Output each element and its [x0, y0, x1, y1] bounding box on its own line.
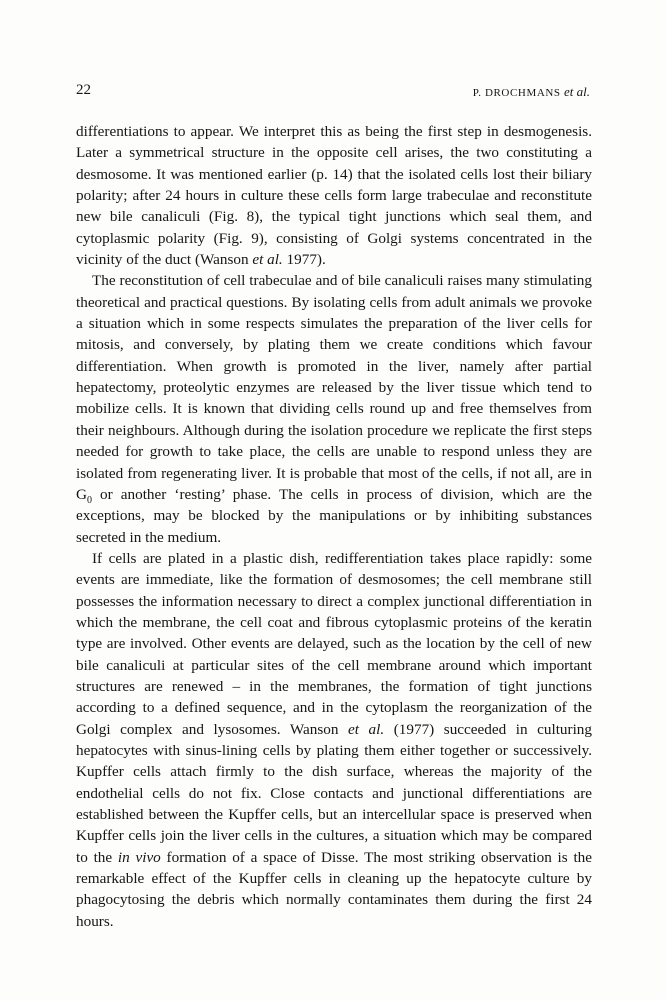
italic-text: in vivo [117, 848, 161, 866]
text-segment: The reconstitution of cell trabeculae and of bile canaliculi raises many stimulating theoretical and practical questions. By isolating cells from adult animals we provoke a situation which in some respects simulates the preparation of the liver cells for mitosis, and conversely, by plating them we create conditions which favour differentiation. When growth is promoted in the liver, namely after partial hepatectomy, proteolytic enzymes are released by the liver tissue which tend to mobilize cells. It is known that dividing cells round up and free themselves from their neighbours. Although during the isolation procedure we replicate the first steps needed for growth to take place, the cells are unable to respond unless they are isolated from regenerating liver. It is probable that most of the cells, if not all, are in G [76, 272, 592, 503]
paragraph-1 [76, 121, 592, 270]
running-head-et-al: et al. [564, 84, 590, 99]
text-segment: differentiations to appear. We interpret this as being the first step in desmogenesis. Later a symmetrical structure in the opposite cell arises, the two constituting a desmosome. It was mentioned earlier (p. 14) that the isolated cells lost their biliary polarity; after 24 hours in culture these cells form large trabeculae and reconstitute new bile canaliculi (Fig. 8), the typical tight junctions which seal them, and cytoplasmic polarity (Fig. 9), consisting of Golgi systems concentrated in the vicinity of the duct (Wanson [76, 123, 592, 269]
italic-text: et al. [252, 251, 283, 269]
running-head-author: P. DROCHMANS [472, 87, 561, 99]
paragraph-2 [76, 270, 592, 547]
page-number: 22 [76, 82, 91, 98]
italic-text: et al. [348, 720, 385, 738]
paragraph-3 [76, 548, 592, 932]
body-text [76, 121, 592, 932]
text-segment: or another ‘resting’ phase. The cells in process of division, which are the exceptions, may be blocked by the manipulations or by inhibiting substances secreted in the medium. [76, 485, 592, 546]
subscript-text: 0 [86, 494, 92, 506]
text-segment: If cells are plated in a plastic dish, redifferentiation takes place rapidly: some events are immediate, like the formation of desmosomes; the cell membrane still possesses the information necessary to direct a complex junctional differentiation in which the membrane, the cell coat and fibrous cytoplasmic proteins of the keratin type are involved. Other events are delayed, such as the location by the cell of new bile canaliculi at particular sites of the cell membrane around which important structures are renewed – in the membranes, the formation of tight junctions according to a defined sequence, and in the cytoplasm the reorganization of the Golgi complex and lysosomes. Wanson [76, 549, 592, 738]
text-segment: 1977). [282, 251, 326, 269]
running-head [473, 84, 590, 100]
text-segment: (1977) succeeded in culturing hepatocytes with sinus-lining cells by plating them either together or successively. Kupffer cells attach firmly to the dish surface, whereas the majority of the endothelial cells do not fix. Close contacts and junctional differentiations are established between the Kupffer cells, but an intercellular space is preserved when Kupffer cells join the liver cells in the cultures, a situation which may be compared to the [76, 720, 592, 866]
text-segment: formation of a space of Disse. The most striking observation is the remarkable effect of the Kupffer cells in cleaning up the hepatocyte culture by phagocytosing the debris which normally contaminates them during the first 24 hours. [76, 848, 592, 930]
